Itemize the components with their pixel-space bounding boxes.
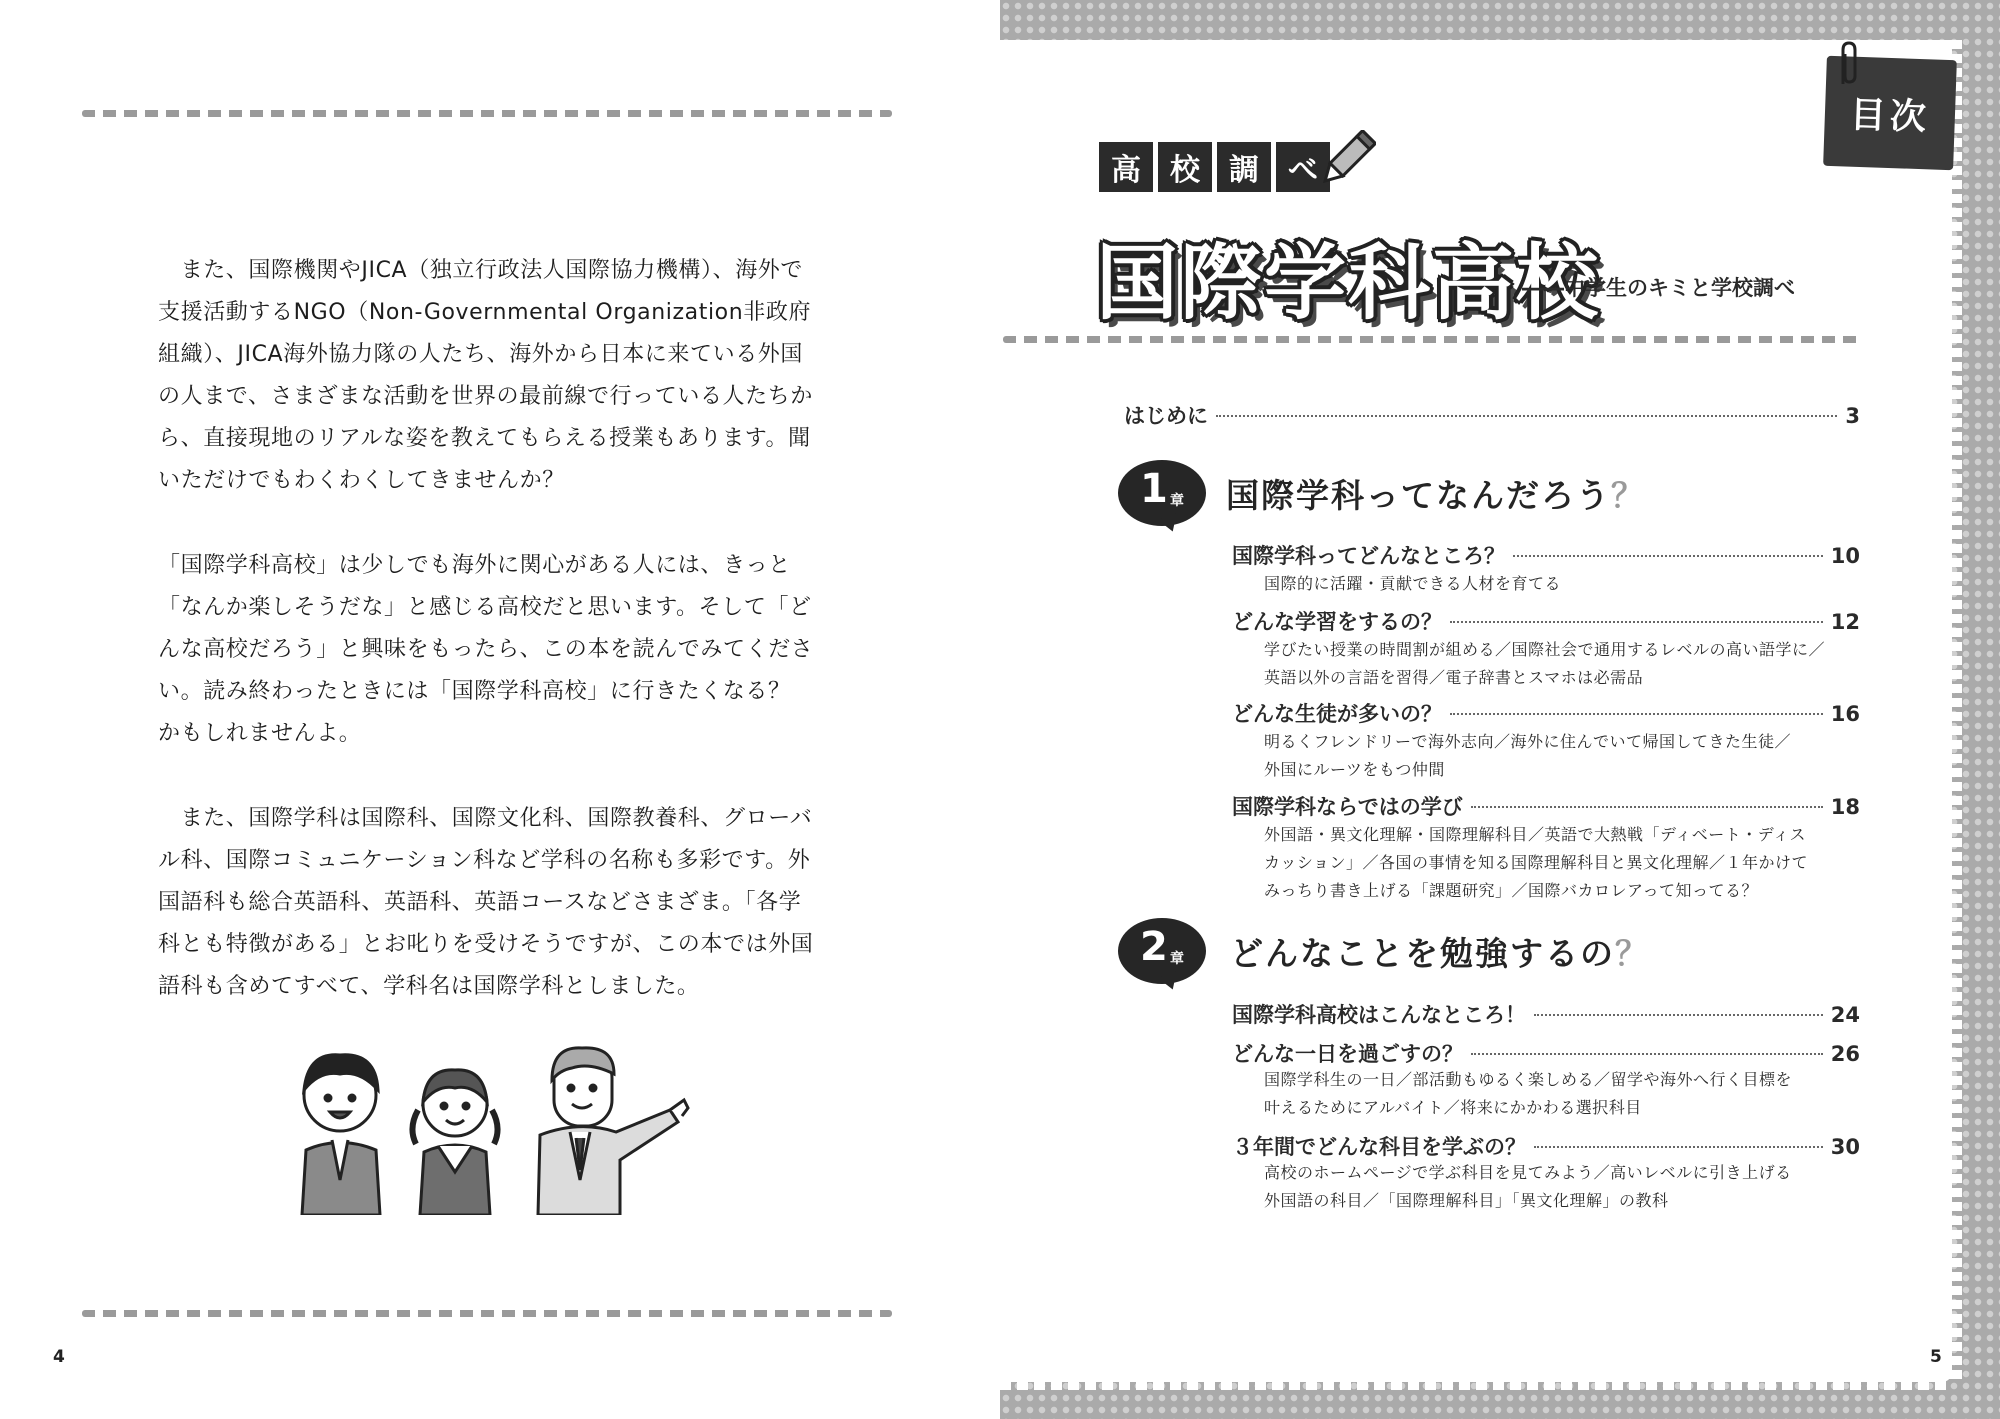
toc-section-title: 国際学科高校はこんなところ！ [1232, 1003, 1526, 1027]
toc-page-number: 18 [1830, 795, 1860, 819]
body-paragraph-1: また、国際機関やJICA（独立行政法人国際協力機構）、海外で支援活動するNGO（Non-Governmental Organization非政府組織）、JICA海外協力隊の人たち、海外から日本に来ている外国の人まで、さまざまな活動を世界の最前線で行っている人たちから、直接現地のリアルな姿を教えてもらえる授業もあります。聞いただけでもわくわくしてきませんか？ [158, 258, 813, 493]
toc-description-line: 明るくフレンドリーで海外志向／海外に住んでいて帰国してきた生徒／ [1264, 732, 1791, 751]
book-subtitle: ――中学生のキミと学校調べ [1522, 276, 1795, 300]
toc-section-title: どんな学習をするの？ [1232, 610, 1442, 634]
toc-section-entry[interactable] [1232, 540, 1860, 570]
toc-section-description [1264, 1159, 1792, 1215]
leader-dots [1471, 806, 1823, 808]
bottom-dashed-divider [82, 1310, 892, 1317]
girl-student-icon [412, 1070, 497, 1215]
toc-page-number: 3 [1845, 404, 1860, 428]
toc-section-title: ３年間でどんな科目を学ぶの？ [1232, 1135, 1526, 1159]
toc-tab-label: 目次 [1849, 94, 1931, 138]
chapter-badge-1 [1118, 460, 1206, 530]
toc-page-number: 30 [1830, 1135, 1860, 1159]
body-paragraph-2: 「国際学科高校」は少しでも海外に関心がある人には、きっと「なんか楽しそうだな」と感じる高校だと思います。そして「どんな高校だろう」と興味をもったら、この本を読んでみてください。読み終わったときには「国際学科高校」に行きたくなる？ かもしれませんよ。 [158, 553, 814, 746]
series-char: 校 [1158, 142, 1212, 192]
top-dashed-divider [82, 110, 892, 117]
toc-page-number: 12 [1830, 610, 1860, 634]
paperclip-icon [1835, 40, 1859, 88]
chapter-badge-2 [1118, 918, 1206, 988]
chapter-title-1[interactable] [1226, 470, 1646, 517]
page-number-right: 5 [1930, 1347, 1942, 1367]
toc-description-line: 国際学科生の一日／部活動もゆるく楽しめる／留学や海外へ行く目標を [1264, 1070, 1793, 1089]
toc-section-description [1264, 1066, 1792, 1122]
toc-section-entry[interactable] [1232, 1131, 1860, 1161]
series-char: べ [1276, 142, 1330, 192]
toc-section-entry[interactable] [1232, 791, 1860, 821]
toc-intro-entry[interactable] [1124, 400, 1860, 430]
teacher-icon [538, 1048, 688, 1215]
toc-section-entry[interactable] [1232, 606, 1860, 636]
toc-description-line: 英語以外の言語を習得／電子辞書とスマホは必需品 [1264, 668, 1644, 687]
chapter-suffix: 章 [1170, 951, 1184, 967]
toc-page-number: 24 [1830, 1003, 1860, 1027]
chapter-title-text: 国際学科ってなんだろう [1226, 476, 1611, 515]
toc-section-title: どんな一日を過ごすの？ [1232, 1042, 1463, 1066]
page-number-left: 4 [53, 1347, 65, 1367]
series-char: 高 [1099, 142, 1153, 192]
chapter-number: 2 [1140, 924, 1168, 970]
boy-student-icon [302, 1055, 380, 1215]
toc-intro-label: はじめに [1124, 404, 1208, 428]
toc-section-title: どんな生徒が多いの？ [1232, 702, 1442, 726]
toc-section-description [1264, 570, 1561, 598]
body-paragraph-3: また、国際学科は国際科、国際文化科、国際教養科、グローバル科、国際コミュニケーション科など学科の名称も多彩です。外国語科も総合英語科、英語科、英語コースなどさまざま。「各学科とも特徴がある」とお叱りを受けそうですが、この本では外国語科も含めてすべて、学科名は国際学科としました。 [158, 806, 814, 999]
chapter-number: 1 [1140, 466, 1168, 512]
series-label [1099, 142, 1330, 192]
toc-description-line: 叶えるためにアルバイト／将来にかかわる選択科目 [1264, 1098, 1642, 1117]
toc-section-entry[interactable] [1232, 1038, 1860, 1068]
toc-section-description [1264, 821, 1808, 905]
right-page [1000, 0, 2000, 1419]
leader-dots [1216, 415, 1837, 417]
toc-description-line: 外国語の科目／「国際理解科目」「異文化理解」の教科 [1264, 1191, 1669, 1210]
students-teacher-illustration [290, 1040, 730, 1215]
pencil-icon [1318, 130, 1376, 188]
chapter-suffix: 章 [1170, 493, 1184, 509]
toc-description-line: 学びたい授業の時間割が組める／国際社会で通用するレベルの高い語学に／ [1264, 640, 1826, 659]
leader-dots [1534, 1146, 1823, 1148]
toc-section-description [1264, 636, 1825, 692]
toc-page-number: 16 [1830, 702, 1860, 726]
toc-section-entry[interactable] [1232, 698, 1860, 728]
chapter-title-question-mark: ？ [1615, 934, 1650, 973]
leader-dots [1513, 555, 1823, 557]
toc-section-description [1264, 728, 1791, 784]
chapter-title-text: どんなことを勉強するの [1230, 934, 1615, 973]
chapter-title-question-mark: ？ [1611, 476, 1646, 515]
toc-section-title: 国際学科ならではの学び [1232, 795, 1463, 819]
toc-description-line: 外国にルーツをもつ仲間 [1264, 760, 1445, 779]
toc-description-line: 国際的に活躍・貢献できる人材を育てる [1264, 574, 1562, 593]
toc-page-number: 10 [1830, 544, 1860, 568]
book-title: 国際学科高校 [1096, 236, 1601, 331]
toc-description-line: カッション」／各国の事情を知る国際理解科目と異文化理解／１年かけて [1264, 853, 1809, 872]
toc-section-title: 国際学科ってどんなところ？ [1232, 544, 1505, 568]
toc-description-line: 高校のホームページで学ぶ科目を見てみよう／高いレベルに引き上げる [1264, 1163, 1792, 1182]
leader-dots [1471, 1053, 1823, 1055]
toc-section-entry[interactable] [1232, 999, 1860, 1029]
chapter-title-2[interactable] [1230, 928, 1650, 975]
title-dashed-divider [1003, 336, 1863, 343]
toc-description-line: 外国語・異文化理解・国際理解科目／英語で大熱戦「ディベート・ディス [1264, 825, 1806, 844]
leader-dots [1534, 1014, 1823, 1016]
series-char: 調 [1217, 142, 1271, 192]
leader-dots [1450, 713, 1823, 715]
toc-description-line: みっちり書き上げる「課題研究」／国際バカロレアって知ってる？ [1264, 881, 1759, 900]
toc-page-number: 26 [1830, 1042, 1860, 1066]
leader-dots [1450, 621, 1823, 623]
